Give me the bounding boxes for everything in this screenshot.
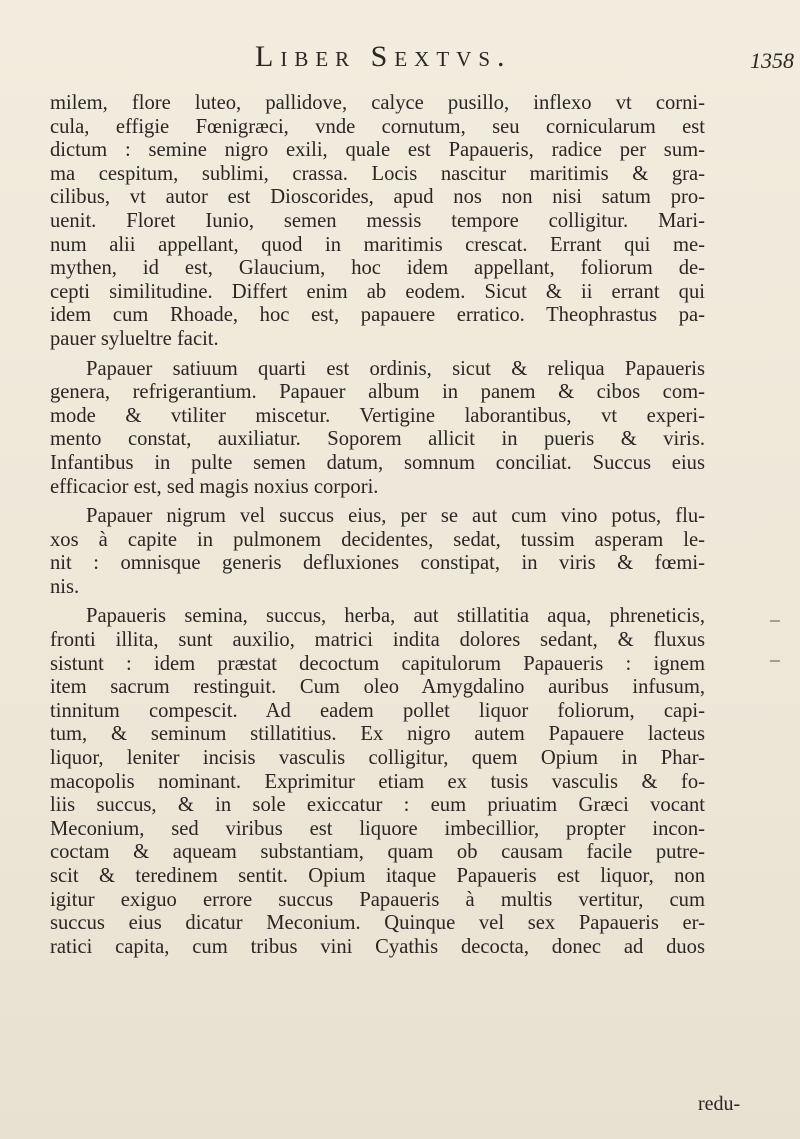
text-line: milem, flore luteo, pallidove, calyce pusillo, inflexo vt corni-: [50, 92, 705, 114]
text-line: igitur exiguo errore succus Papaueris à multis vertitur, cum: [50, 888, 705, 911]
text-line: Meconium, sed viribus est liquore imbecillior, propter incon-: [50, 817, 705, 840]
text-line: genera, refrigerantium. Papauer album in panem & cibos com-: [50, 381, 705, 404]
text-line: xos à capite in pulmonem decidentes, sedat, tussim asperam le-: [50, 528, 705, 551]
text-line: Papauer nigrum vel succus eius, per se aut cum vino potus, flu-: [86, 505, 705, 528]
text-line: Papaueris semina, succus, herba, aut stillatitia aqua, phreneticis,: [86, 605, 705, 628]
text-line: cilibus, vt autor est Dioscorides, apud nos non nisi satum pro-: [50, 186, 705, 209]
running-title: Liber Sextvs.: [255, 40, 512, 73]
text-line: macopolis nominant. Exprimitur etiam ex tusis vasculis & fo-: [50, 770, 705, 793]
text-line: cepti similitudine. Differt enim ab eodem. Sicut & ii errant qui: [50, 280, 705, 303]
text-line: Papauer satiuum quarti est ordinis, sicut & reliqua Papaueris: [86, 357, 705, 380]
page-header: [0, 40, 800, 84]
text-line: efficacior est, sed magis noxius corpori.: [50, 475, 379, 498]
text-line: liis succus, & in sole exiccatur : eum priuatim Græci vocant: [50, 794, 705, 817]
text-line: fronti illita, sunt auxilio, matrici indita dolores sedant, & fluxus: [50, 629, 705, 652]
text-line: dictum : semine nigro exili, quale est Papaueris, radice per sum-: [50, 139, 705, 162]
paragraph: [50, 92, 705, 352]
text-line: Infantibus in pulte semen datum, somnum conciliat. Succus eius: [50, 451, 705, 474]
page-number: 1358: [750, 48, 794, 73]
catchword: redu-: [698, 1093, 741, 1115]
text-line: ma cespitum, sublimi, crassa. Locis nascitur maritimis & gra-: [50, 162, 705, 185]
text-line: mode & vtiliter miscetur. Vertigine laborantibus, vt experi-: [50, 404, 705, 427]
text-line: ratici capita, cum tribus vini Cyathis decocta, donec ad duos: [50, 935, 705, 958]
paragraph: [50, 605, 705, 959]
text-line: liquor, leniter incisis vasculis colligitur, quem Opium in Phar-: [50, 747, 705, 770]
text-line: pauer sylueltre facit.: [50, 327, 219, 350]
paragraph: [50, 505, 705, 599]
text-line: tum, & seminum stillatitius. Ex nigro autem Papauere lacteus: [50, 723, 705, 746]
show-through-mark: [770, 620, 780, 622]
text-line: tinnitum compescit. Ad eadem pollet liquor foliorum, capi-: [50, 699, 705, 722]
text-line: succus eius dicatur Meconium. Quinque vel sex Papaueris er-: [50, 912, 705, 935]
paragraph: [50, 358, 705, 500]
text-line: sistunt : idem præstat decoctum capitulorum Papaueris : ignem: [50, 652, 705, 675]
body-text: [50, 92, 705, 965]
text-line: coctam & aqueam substantiam, quam ob causam facile putre-: [50, 841, 705, 864]
text-line: mento constat, auxiliatur. Soporem allicit in pueris & viris.: [50, 428, 705, 451]
text-line: scit & teredinem sentit. Opium itaque Papaueris est liquor, non: [50, 865, 705, 887]
text-line: mythen, id est, Glaucium, hoc idem appellant, foliorum de-: [50, 257, 705, 280]
text-line: cula, effigie Fœnigræci, vnde cornutum, seu cornicularum est: [50, 115, 705, 138]
text-line: item sacrum restinguit. Cum oleo Amygdalino auribus infusum,: [50, 676, 705, 699]
text-line: uenit. Floret Iunio, semen messis tempore colligitur. Mari-: [50, 209, 705, 232]
text-line: num alii appellant, quod in maritimis crescat. Errant qui me-: [50, 233, 705, 256]
text-line: nis.: [50, 575, 80, 598]
show-through-mark: [770, 660, 780, 662]
text-line: nit : omnisque generis defluxiones constipat, in viris & fœmi-: [50, 552, 705, 575]
text-line: idem cum Rhoade, hoc est, papauere erratico. Theophrastus pa-: [50, 304, 705, 327]
